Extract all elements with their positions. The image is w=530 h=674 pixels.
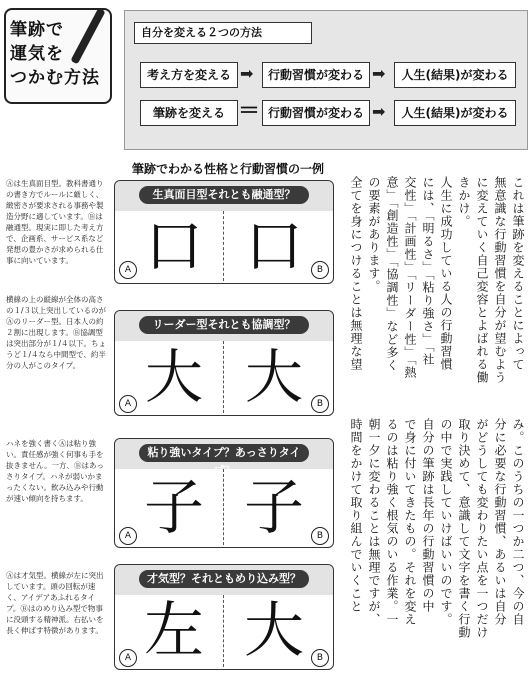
body-column: 自分の筆跡は長年の行動習慣の中 [421,418,435,613]
note-1: Ⓐは生真面目型。教科書通りの書き方でルールに厳しく、緻密さが要求される事務や製造分野に適しています。Ⓑは融通型。現実に即した考え方で、企画系、サービス系など発想の豊かさが求められる仕事に向いています。 [6,179,104,265]
arrow-right-icon: ➡ [372,102,386,121]
title-line-2: 運気を [10,44,64,64]
handwriting-card [114,564,334,670]
method-row2-to: 人生(結果)が変わる [394,100,516,126]
badge-b: B [311,261,329,279]
body-column: 取り決めて、意識して文字を書く行動 [457,418,471,639]
body-column: 人生に成功している人の行動習慣 [439,176,453,371]
body-column: 分に必要な行動習慣、あるいは自分 [493,418,507,626]
section-title: 筆跡でわかる性格と行動習慣の一例 [131,162,324,176]
note-4: Ⓐは才気型。横線が左に突出しています。頭の回転が速く、アイデアあふれるタイプ。Ⓑはのめり込み型で物事に没頭する精神派。右払いを長く伸ばす特徴があります。 [6,571,104,635]
body-column: で身に付いてきたもの。それを変え [403,418,417,626]
body-column: に変えていく自己変容とよばれる働 [475,176,489,384]
handwriting-card [114,438,334,548]
card-title: 粘り強いタイプ？あっさりタイプ？ [139,444,309,462]
body-column: の要素があります。 [367,176,381,293]
note-2: 横線の上の縦線が全体の高さの１/３以上突出しているのがⒶのリーダー型。日本人の約２割に出現します。Ⓑ協調型は突出部分が１/４以下。ちょうど１/４なら中間型で、約半分の人がこのタイプ。 [6,295,107,370]
glyph-a: 大 [144,343,203,411]
body-column: 時間をかけて取り組んでいくこと [349,418,363,613]
body-column: の中で実践していけばいいのです。 [439,418,453,626]
method-row2-from: 筆跡を変える [140,100,238,126]
glyph-a: 子 [144,473,204,543]
method-row1-to: 人生(結果)が変わる [394,62,516,88]
note-3: ハネを強く書くⒶは粘り強い。責任感が強く何事も手を抜きません。一方、Ⓑはあっさりタイプ。ハネが弱いかまったくない。飲み込みや行動が速い傾向を持ちます。 [6,439,104,503]
body-column: には、「明るさ」「粘り強さ」「社 [421,176,435,366]
body-column: 意」「創造性」「協調性」など多く [385,176,399,372]
body-column: きかけ。 [457,176,471,228]
body-column: 全てを身につけることは無理な望 [349,176,363,371]
glyph-b: 大 [244,343,303,411]
badge-a: A [119,527,137,545]
badge-b: B [311,649,329,667]
glyph-b: 大 [244,596,304,666]
title-line-1: 筆跡で [10,20,64,40]
body-column: み。このうちの一つか二つ、今の自 [511,418,525,626]
card-title: リーダー型それとも協調型？ [139,316,309,334]
body-column: るのは粘り強く根気のいる作業。一 [385,418,399,626]
method-header: 自分を変える２つの方法 [134,22,312,44]
badge-a: A [119,395,137,413]
body-column: これは筆跡を変えることによって [511,176,525,371]
glyph-a: 口 [144,212,203,280]
body-column: 交性」「計画性」「リーダー性」「熱 [403,176,417,379]
badge-a: A [119,261,137,279]
glyph-a: 左 [144,596,204,666]
page-title [10,18,104,90]
body-column: がどうしても変わりたい点を一つだけ [475,418,489,639]
body-column: 朝一夕に変わることは無理ですが、 [367,418,381,626]
handwriting-card [114,310,334,416]
body-column: 無意識な行動習慣を自分が望むよう [493,176,507,384]
badge-b: B [311,395,329,413]
title-line-3: つかむ方法 [10,68,100,88]
arrow-right-icon: ➡ [240,64,254,83]
badge-a: A [119,649,137,667]
card-title: 生真面目型それとも融通型？ [139,186,309,204]
equals-sign: ＝ [238,99,261,124]
method-row1-from: 考え方を変える [140,62,238,88]
handwriting-card [114,180,334,284]
arrow-right-icon: ➡ [372,64,386,83]
glyph-b: 口 [244,212,303,280]
badge-b: B [311,527,329,545]
method-row1-mid: 行動習慣が変わる [262,62,370,88]
glyph-b: 子 [244,473,304,543]
card-title: 才気型？それともめり込み型？ [139,570,309,588]
method-row2-mid: 行動習慣が変わる [262,100,370,126]
